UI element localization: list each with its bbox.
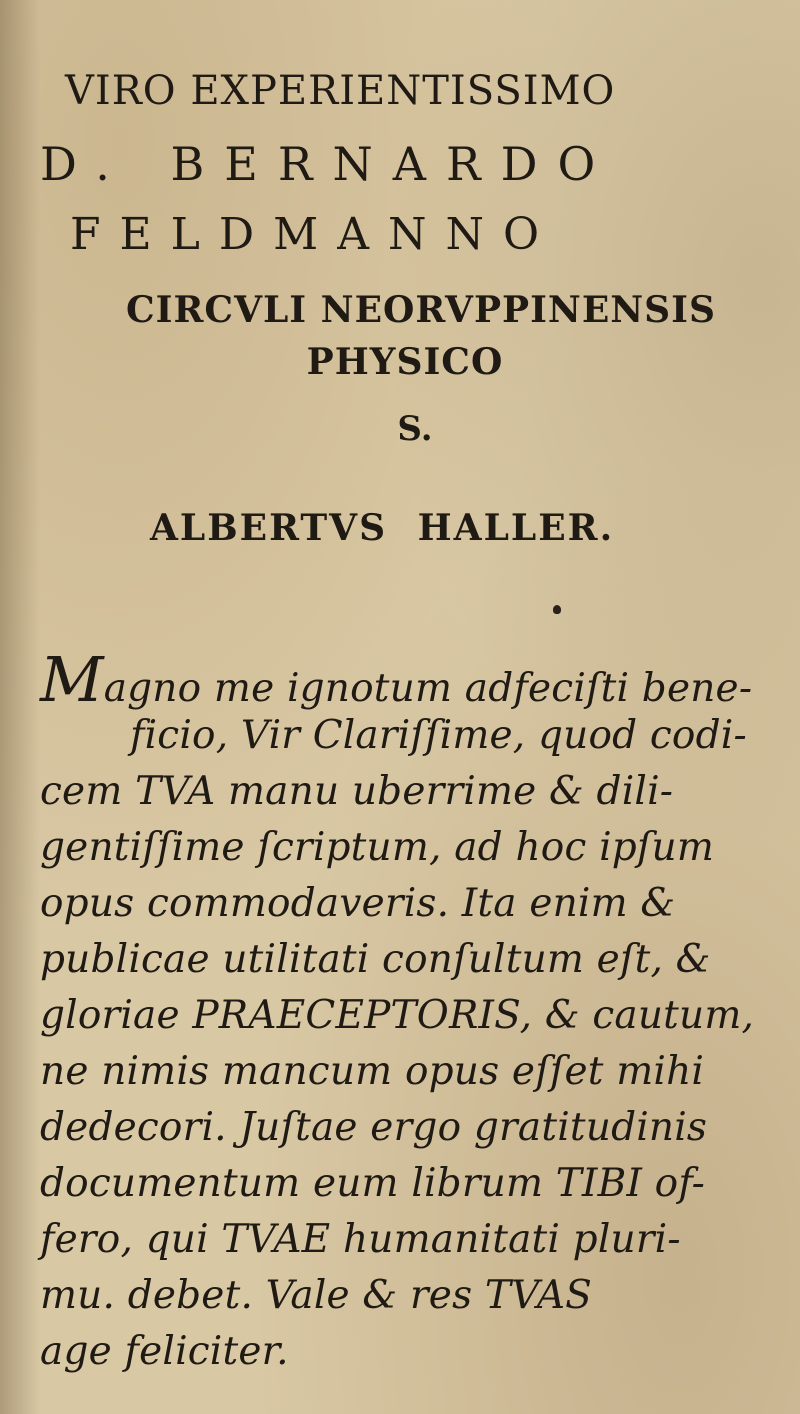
body-line-11: fero, qui TVAE humanitati pluri- <box>40 1217 681 1262</box>
body-line-13: age feliciter. <box>40 1329 289 1374</box>
body-line-7: gloriae PRAECEPTORIS, & cautum, <box>40 993 755 1038</box>
dedication-heading <box>40 60 760 556</box>
body-line-5: opus commodaveris. Ita enim & <box>40 881 676 926</box>
body-line-3: cem TVA manu uberrime & dili- <box>40 769 674 814</box>
body-line-2: ficio, Vir Clariſſime, quod codi- <box>130 713 747 758</box>
body-line-4: gentiſſime ſcriptum, ad hoc ipſum <box>40 825 715 870</box>
body-line-12: mu. debet. Vale & res TVAS <box>40 1273 593 1318</box>
heading-line-profession: PHYSICO <box>306 341 504 383</box>
body-line-1 <box>40 643 770 716</box>
heading-line-office: CIRCVLI NEORVPPINENSIS <box>126 289 717 331</box>
body-line-6: publicae utilitati conſultum eſt, & <box>40 937 711 982</box>
page-gutter-shadow <box>0 0 40 1414</box>
body-line-9: dedecori. Juſtae ergo gratitudinis <box>40 1105 708 1150</box>
drop-cap: M <box>40 643 104 716</box>
dedication-body <box>40 643 770 1380</box>
heading-line-first-name: D. BERNARDO <box>40 137 616 191</box>
body-line-1-text: agno me ignotum adfeciſti bene- <box>103 666 753 711</box>
body-line-10: documentum eum librum TIBI of- <box>40 1161 705 1206</box>
heading-line-salutation: S. <box>397 409 433 449</box>
heading-line-surname: FELDMANNO <box>70 209 559 260</box>
heading-line-dedicatee-title: VIRO EXPERIENTISSIMO <box>65 68 616 114</box>
ornament-dot <box>553 605 561 614</box>
heading-line-author: ALBERTVS HALLER. <box>150 507 615 549</box>
body-line-8: ne nimis mancum opus eſſet mihi <box>40 1049 705 1094</box>
